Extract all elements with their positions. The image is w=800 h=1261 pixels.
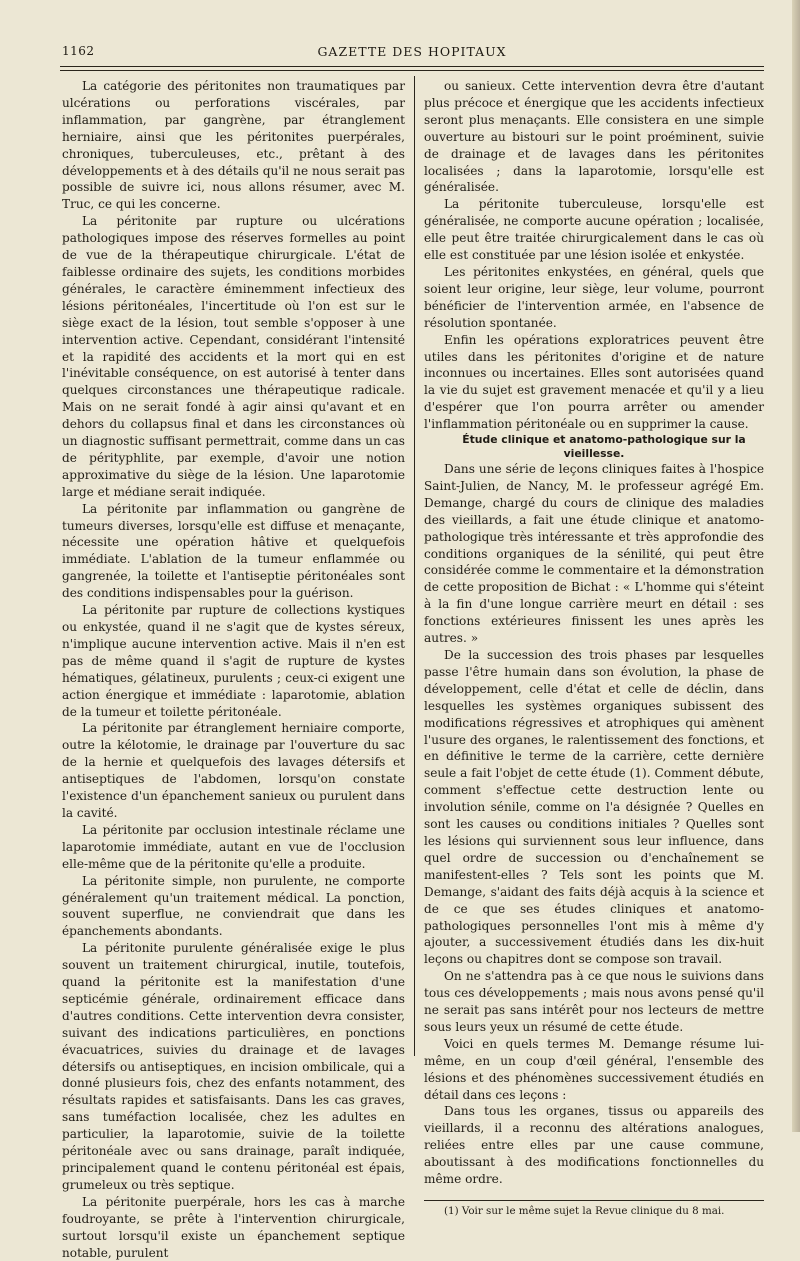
footnote: (1) Voir sur le même sujet la Revue clinique du 8 mai. [444,1205,725,1217]
header-rule-double [60,70,764,71]
section-heading: Étude clinique et anatomo-pathologique sur la vieillesse. [462,433,746,461]
paragraph: Enfin les opérations exploratrices peuvent être utiles dans les péritonites d'origine et de nature inconnues ou incertaines. Elles sont autorisées quand la vie du sujet est gravement menacée et qu'il y a lieu d'espérer que l'on pourra arrêter ou amender l'inflammation péritonéale ou en supprimer la cause. [424,332,764,432]
page-edge [792,0,800,1132]
footnote-rule [424,1200,764,1201]
column-divider [414,76,415,1056]
paragraph: On ne s'attendra pas à ce que nous le suivions dans tous ces développements ; mais nous avons pensé qu'il ne serait pas sans intérêt pour nos lecteurs de mettre sous leurs yeux un résumé de cette étude. [424,969,764,1034]
paragraph: La péritonite purulente généralisée exige le plus souvent un traitement chirurgical, inutile, toutefois, quand la péritonite est la manifestation d'une septicémie générale, ordinairement efficace dans d'autres conditions. Cette intervention devra consister, suivant des indications particulières, en ponctions évacuatrices, suivies du drainage et de lavages détersifs ou antiseptiques, en incision ombilicale, qui a donné plusieurs fois, chez des enfants notamment, des résultats rapides et satisfaisants. Dans les cas graves, sans tuméfaction localisée, chez les adultes en particulier, la laparotomie, suivie de la toilette péritonéale avec ou sans drainage, paraît indiquée, principalement quand le contenu péritonéal est épais, grumeleux ou très septique. [62,941,405,1192]
paragraph: La péritonite par étranglement herniaire comporte, outre la kélotomie, le drainage par l'ouverture du sac de la hernie et quelquefois des lavages détersifs et antiseptiques de l'abdomen, lorsqu'on constate l'existence d'un épanchement sanieux ou purulent dans la cavité. [62,721,405,820]
paragraph: La catégorie des péritonites non traumatiques par ulcérations ou perforations viscérales, par inflammation, par gangrène, par étranglement herniaire, ainsi que les péritonites puerpérales, chroniques, tuberculeuses, etc., prêtant à des développements et à des détails qu'il ne nous serait pas possible de suivre ici, nous allons résumer, avec M. Truc, ce qui les concerne. [62,79,405,212]
right-column [424,78,764,1218]
page-number: 1162 [62,44,95,58]
paragraph: Dans une série de leçons cliniques faites à l'hospice Saint-Julien, de Nancy, M. le professeur agrégé Em. Demange, chargé du cours de clinique des maladies des vieillards, a fait une étude clinique et anatomo-pathologique très intéressante et très approfondie des conditions organiques de la sénilité, qui peut être considérée comme le commentaire et la démonstration de cette proposition de Bichat : « L'homme qui s'éteint à la fin d'une longue carrière meurt en détail : ses fonctions extérieures finissent les unes après les autres. » [424,462,764,646]
paragraph: Voici en quels termes M. Demange résume lui-même, en un coup d'œil général, l'ensemble des lésions et des phénomènes successivement étudiés en détail dans ces leçons : [424,1036,764,1102]
paragraph: La péritonite par rupture de collections kystiques ou enkystée, quand il ne s'agit que de kystes séreux, n'implique aucune intervention active. Mais il n'en est pas de même quand il s'agit de rupture de kystes hématiques, gélatineux, purulents ; ceux-ci exigent une action énergique et immédiate : laparotomie, ablation de la tumeur et toilette péritonéale. [62,603,405,719]
paragraph: Dans tous les organes, tissus ou appareils des vieillards, il a reconnu des altérations analogues, reliées entre elles par une cause commune, aboutissant à des modifications fonctionnelles du même ordre. [424,1104,764,1187]
paragraph: La péritonite par occlusion intestinale réclame une laparotomie immédiate, autant en vue de l'occlusion elle-même que de la péritonite qu'elle a produite. [62,822,405,871]
header-rule [60,66,764,67]
journal-title: GAZETTE DES HOPITAUX [317,44,507,59]
paragraph: Les péritonites enkystées, en général, quels que soient leur origine, leur siège, leur volume, pourront bénéficier de l'intervention armée, en l'absence de résolution spontanée. [424,264,764,330]
paragraph: La péritonite tuberculeuse, lorsqu'elle est généralisée, ne comporte aucune opération ; localisée, elle peut être traitée chirurgicalement dans le cas où elle est constituée par une lésion isolée et enkystée. [424,197,764,263]
paragraph: ou sanieux. Cette intervention devra être d'autant plus précoce et énergique que les accidents infectieux seront plus menaçants. Elle consistera en une simple ouverture au bistouri sur le point proéminent, suivie de drainage et de lavages dans les péritonites localisées ; dans la laparotomie, lorsqu'elle est généralisée. [424,79,764,195]
paragraph: La péritonite puerpérale, hors les cas à marche foudroyante, se prête à l'intervention chirurgicale, surtout lorsqu'il existe un épanchement septique notable, purulent [62,1194,405,1260]
paragraph: La péritonite par rupture ou ulcérations pathologiques impose des réserves formelles au point de vue de la thérapeutique chirurgicale. L'état de faiblesse ordinaire des sujets, les conditions morbides générales, le caractère éminemment infectieux des lésions péritonéales, l'incertitude où l'on est sur le siège exact de la lésion, tout semble s'opposer à une intervention active. Cependant, considérant l'intensité et la rapidité des accidents et la mort qui en est l'inévitable conséquence, on est autorisé à tenter dans quelques circonstances une thérapeutique radicale. Mais on ne serait fondé à agir ainsi qu'avant et en dehors du collapsus final et dans les circonstances où un diagnostic suffisant permettrait, comme dans un cas de pérityphlite, par exemple, d'avoir une notion approximative du siège de la lésion. Une laparotomie large et médiane serait indiquée. [62,214,405,499]
paragraph: La péritonite simple, non purulente, ne comporte généralement qu'un traitement médical. La ponction, souvent superflue, ne conviendrait que dans les épanchements abondants. [62,873,405,939]
running-head [62,44,762,64]
left-column [62,78,405,1261]
paragraph: La péritonite par inflammation ou gangrène de tumeurs diverses, lorsqu'elle est diffuse et menaçante, nécessite une opération hâtive et quelquefois immédiate. L'ablation de la tumeur enflammée ou gangrenée, la toilette et l'antiseptie péritonéales sont des conditions indispensables pour la guérison. [62,501,405,601]
paragraph: De la succession des trois phases par lesquelles passe l'être humain dans son évolution, la phase de développement, celle d'état et celle de déclin, dans lesquelles les systèmes organiques subissent des modifications régressives et atrophiques qui amènent l'usure des organes, le ralentissement des fonctions, et en définitive le terme de la carrière, cette dernière seule a fait l'objet de cette étude (1). Comment débute, comment s'effectue cette destruction lente ou involution sénile, comme on l'a désignée ? Quelles en sont les causes ou conditions initiales ? Quelles sont les lésions qui surviennent sous leur influence, dans quel ordre de succession ou d'enchaînement se manifestent-elles ? Tels sont les points que M. Demange, s'aidant des faits déjà acquis à la science et de ce que ses études cliniques et anatomo-pathologiques personnelles l'ont mis à même d'y ajouter, a successivement étudiés dans les dix-huit leçons ou chapitres dont se compose son travail. [424,648,764,967]
